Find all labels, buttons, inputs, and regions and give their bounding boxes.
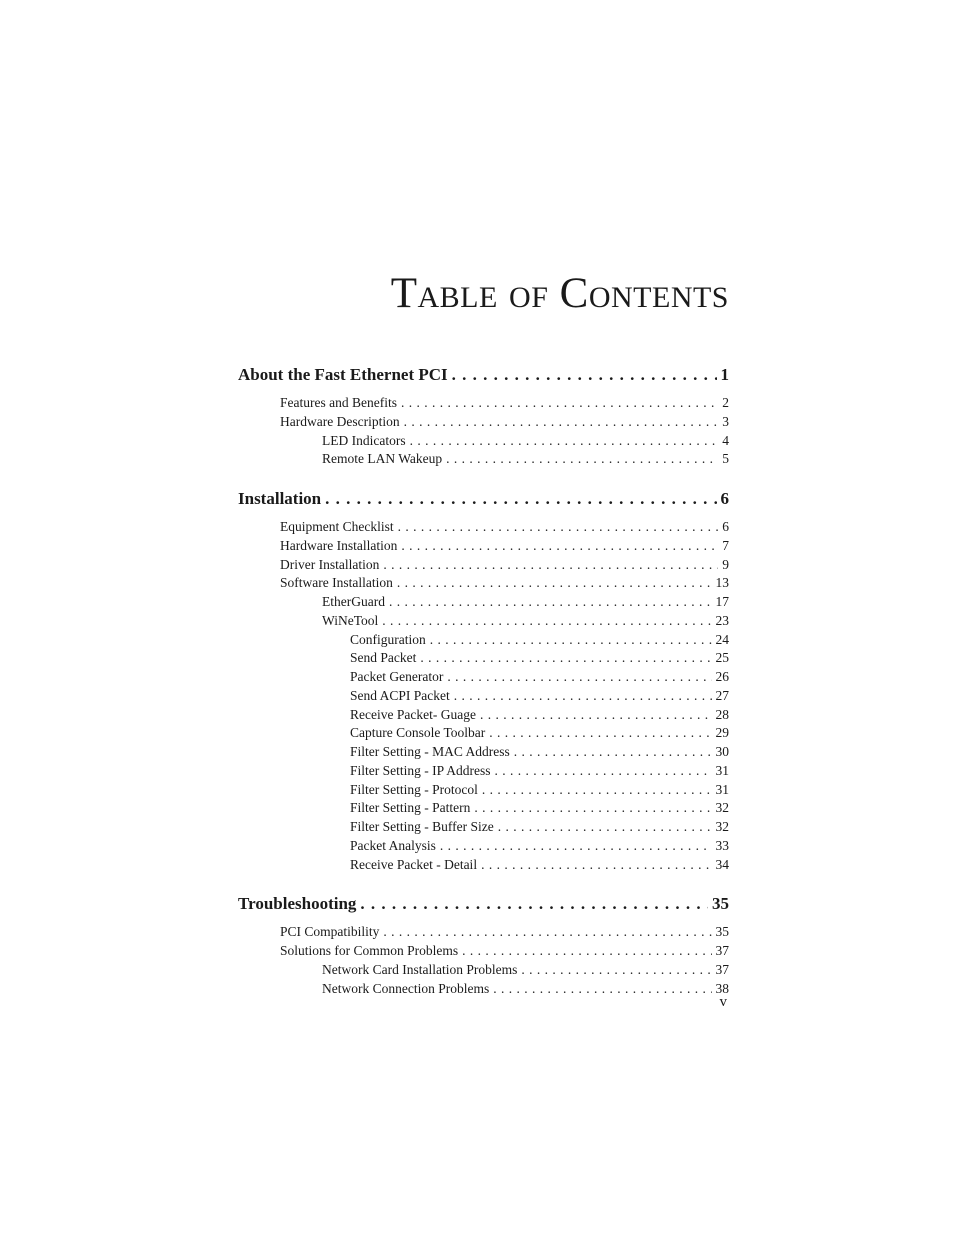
toc-leader-dots [383,923,711,942]
toc-entry[interactable] [280,413,729,432]
toc-entry-page: 32 [715,800,729,816]
toc-leader-dots [462,942,711,961]
toc-leader-dots [383,556,718,575]
toc-entry[interactable] [350,818,729,837]
toc-entry-title: EtherGuard [322,594,385,609]
toc-entry-title: Filter Setting - IP Address [350,762,491,778]
toc-entry-page: 6 [722,519,729,534]
toc-leader-dots [401,537,718,556]
toc-entry-page: 35 [715,924,729,940]
toc-section-1[interactable] [238,486,729,512]
toc-entry-title: Receive Packet - Detail [350,856,478,872]
toc-leader-dots [389,593,712,612]
toc-entry-title: Equipment Checklist [280,519,394,534]
toc-leader-dots [454,687,712,706]
toc-entry[interactable] [280,574,729,593]
toc-entry-page: 37 [715,943,729,958]
toc-entry-title: Configuration [350,631,426,647]
toc-leader-dots [398,518,719,537]
toc-leader-dots [410,432,719,451]
toc-leader-dots [325,486,716,512]
toc-entry-title: Driver Installation [280,556,380,572]
toc-entry[interactable] [350,799,729,818]
toc-entry-title: Solutions for Common Problems [280,943,459,958]
toc-leader-dots [489,724,711,743]
toc-entry[interactable] [350,668,729,687]
toc-entry-page: 9 [722,556,729,572]
toc-leader-dots [404,413,719,432]
toc-leader-dots [382,612,711,631]
toc-entry[interactable] [280,942,729,961]
table-of-contents [238,362,729,998]
toc-entry-title: Send ACPI Packet [350,687,450,703]
toc-entry-title: Filter Setting - Protocol [350,781,478,797]
toc-entry-page: 13 [715,575,729,591]
toc-entry[interactable] [280,923,729,942]
toc-leader-dots [474,799,711,818]
toc-leader-dots [495,762,712,781]
toc-entry-page: 37 [715,961,729,977]
toc-leader-dots [482,781,712,800]
toc-leader-dots [452,362,717,388]
toc-leader-dots [401,394,718,413]
toc-entry[interactable] [280,394,729,413]
toc-entry-page: 31 [715,762,729,778]
toc-entry-page: 25 [715,650,729,666]
toc-leader-dots [440,837,712,856]
toc-entry[interactable] [350,649,729,668]
toc-entry[interactable] [350,706,729,725]
toc-entry[interactable] [350,762,729,781]
toc-entry-page: 31 [715,781,729,797]
toc-entry-page: 38 [715,980,729,996]
toc-entry-page: 5 [722,451,729,467]
toc-section-page: 6 [720,489,729,508]
toc-leader-dots [514,743,712,762]
toc-entry[interactable] [280,518,729,537]
toc-entry-title: Hardware Description [280,413,400,429]
page-number: v [719,994,727,1010]
toc-entry[interactable] [350,856,729,875]
toc-entry-title: Filter Setting - MAC Address [350,744,510,759]
toc-entry-title: Receive Packet- Guage [350,706,476,722]
toc-entry-page: 4 [722,432,729,448]
toc-entry-page: 3 [722,413,729,429]
toc-entry-title: WiNeTool [322,612,379,628]
toc-entry[interactable] [322,432,729,451]
toc-entry-title: Software Installation [280,575,393,591]
toc-entry[interactable] [350,781,729,800]
toc-entry-page: 30 [715,744,729,759]
toc-entry-title: Hardware Installation [280,537,398,553]
toc-entry-title: Send Packet [350,650,417,666]
toc-entry[interactable] [322,450,729,469]
toc-leader-dots [420,649,711,668]
toc-leader-dots [446,450,718,469]
toc-leader-dots [360,891,708,917]
toc-leader-dots [521,961,711,980]
toc-entry-title: Filter Setting - Pattern [350,800,471,816]
toc-leader-dots [481,856,711,875]
toc-entry-title: Features and Benefits [280,395,397,410]
toc-entry[interactable] [350,724,729,743]
toc-section-0[interactable] [238,362,729,388]
toc-entry-page: 29 [715,725,729,741]
toc-entry-page: 17 [715,594,729,609]
toc-entry-title: Network Card Installation Problems [322,961,518,977]
toc-entry-page: 33 [715,837,729,853]
toc-entry-page: 2 [722,395,729,410]
toc-section-title: Installation [238,489,322,508]
toc-leader-dots [498,818,712,837]
toc-leader-dots [397,574,712,593]
toc-entry[interactable] [322,961,729,980]
toc-entry-title: PCI Compatibility [280,924,380,940]
toc-section-page: 35 [712,894,729,914]
toc-entry-title: LED Indicators [322,432,406,448]
toc-entry-page: 24 [715,631,729,647]
toc-entry[interactable] [322,980,729,999]
toc-entry-title: Remote LAN Wakeup [322,451,443,467]
toc-entry[interactable] [280,556,729,575]
toc-leader-dots [480,706,712,725]
toc-entry[interactable] [350,743,729,762]
toc-entry-title: Filter Setting - Buffer Size [350,819,494,834]
toc-entry-page: 28 [715,706,729,722]
toc-section-page: 1 [720,365,729,384]
toc-section-title: About the Fast Ethernet PCI [238,365,448,384]
toc-entry[interactable] [350,687,729,706]
toc-entry[interactable] [322,593,729,612]
toc-entry-page: 23 [715,612,729,628]
page-title: Table of Contents [390,270,729,317]
toc-entry-title: Network Connection Problems [322,980,490,996]
toc-entry-page: 7 [722,537,729,553]
toc-section-2[interactable] [238,891,729,917]
toc-entry[interactable] [350,837,729,856]
toc-entry[interactable] [280,537,729,556]
toc-entry[interactable] [350,631,729,650]
toc-entry-title: Packet Generator [350,669,444,684]
toc-entry-page: 34 [715,856,729,872]
toc-leader-dots [493,980,711,999]
toc-leader-dots [430,631,712,650]
toc-entry-page: 27 [715,687,729,703]
toc-entry-title: Packet Analysis [350,837,436,853]
toc-entry[interactable] [322,612,729,631]
toc-leader-dots [447,668,711,687]
toc-section-title: Troubleshooting [238,894,357,914]
toc-entry-page: 26 [715,669,729,684]
toc-entry-title: Capture Console Toolbar [350,725,486,741]
toc-entry-page: 32 [715,819,729,834]
